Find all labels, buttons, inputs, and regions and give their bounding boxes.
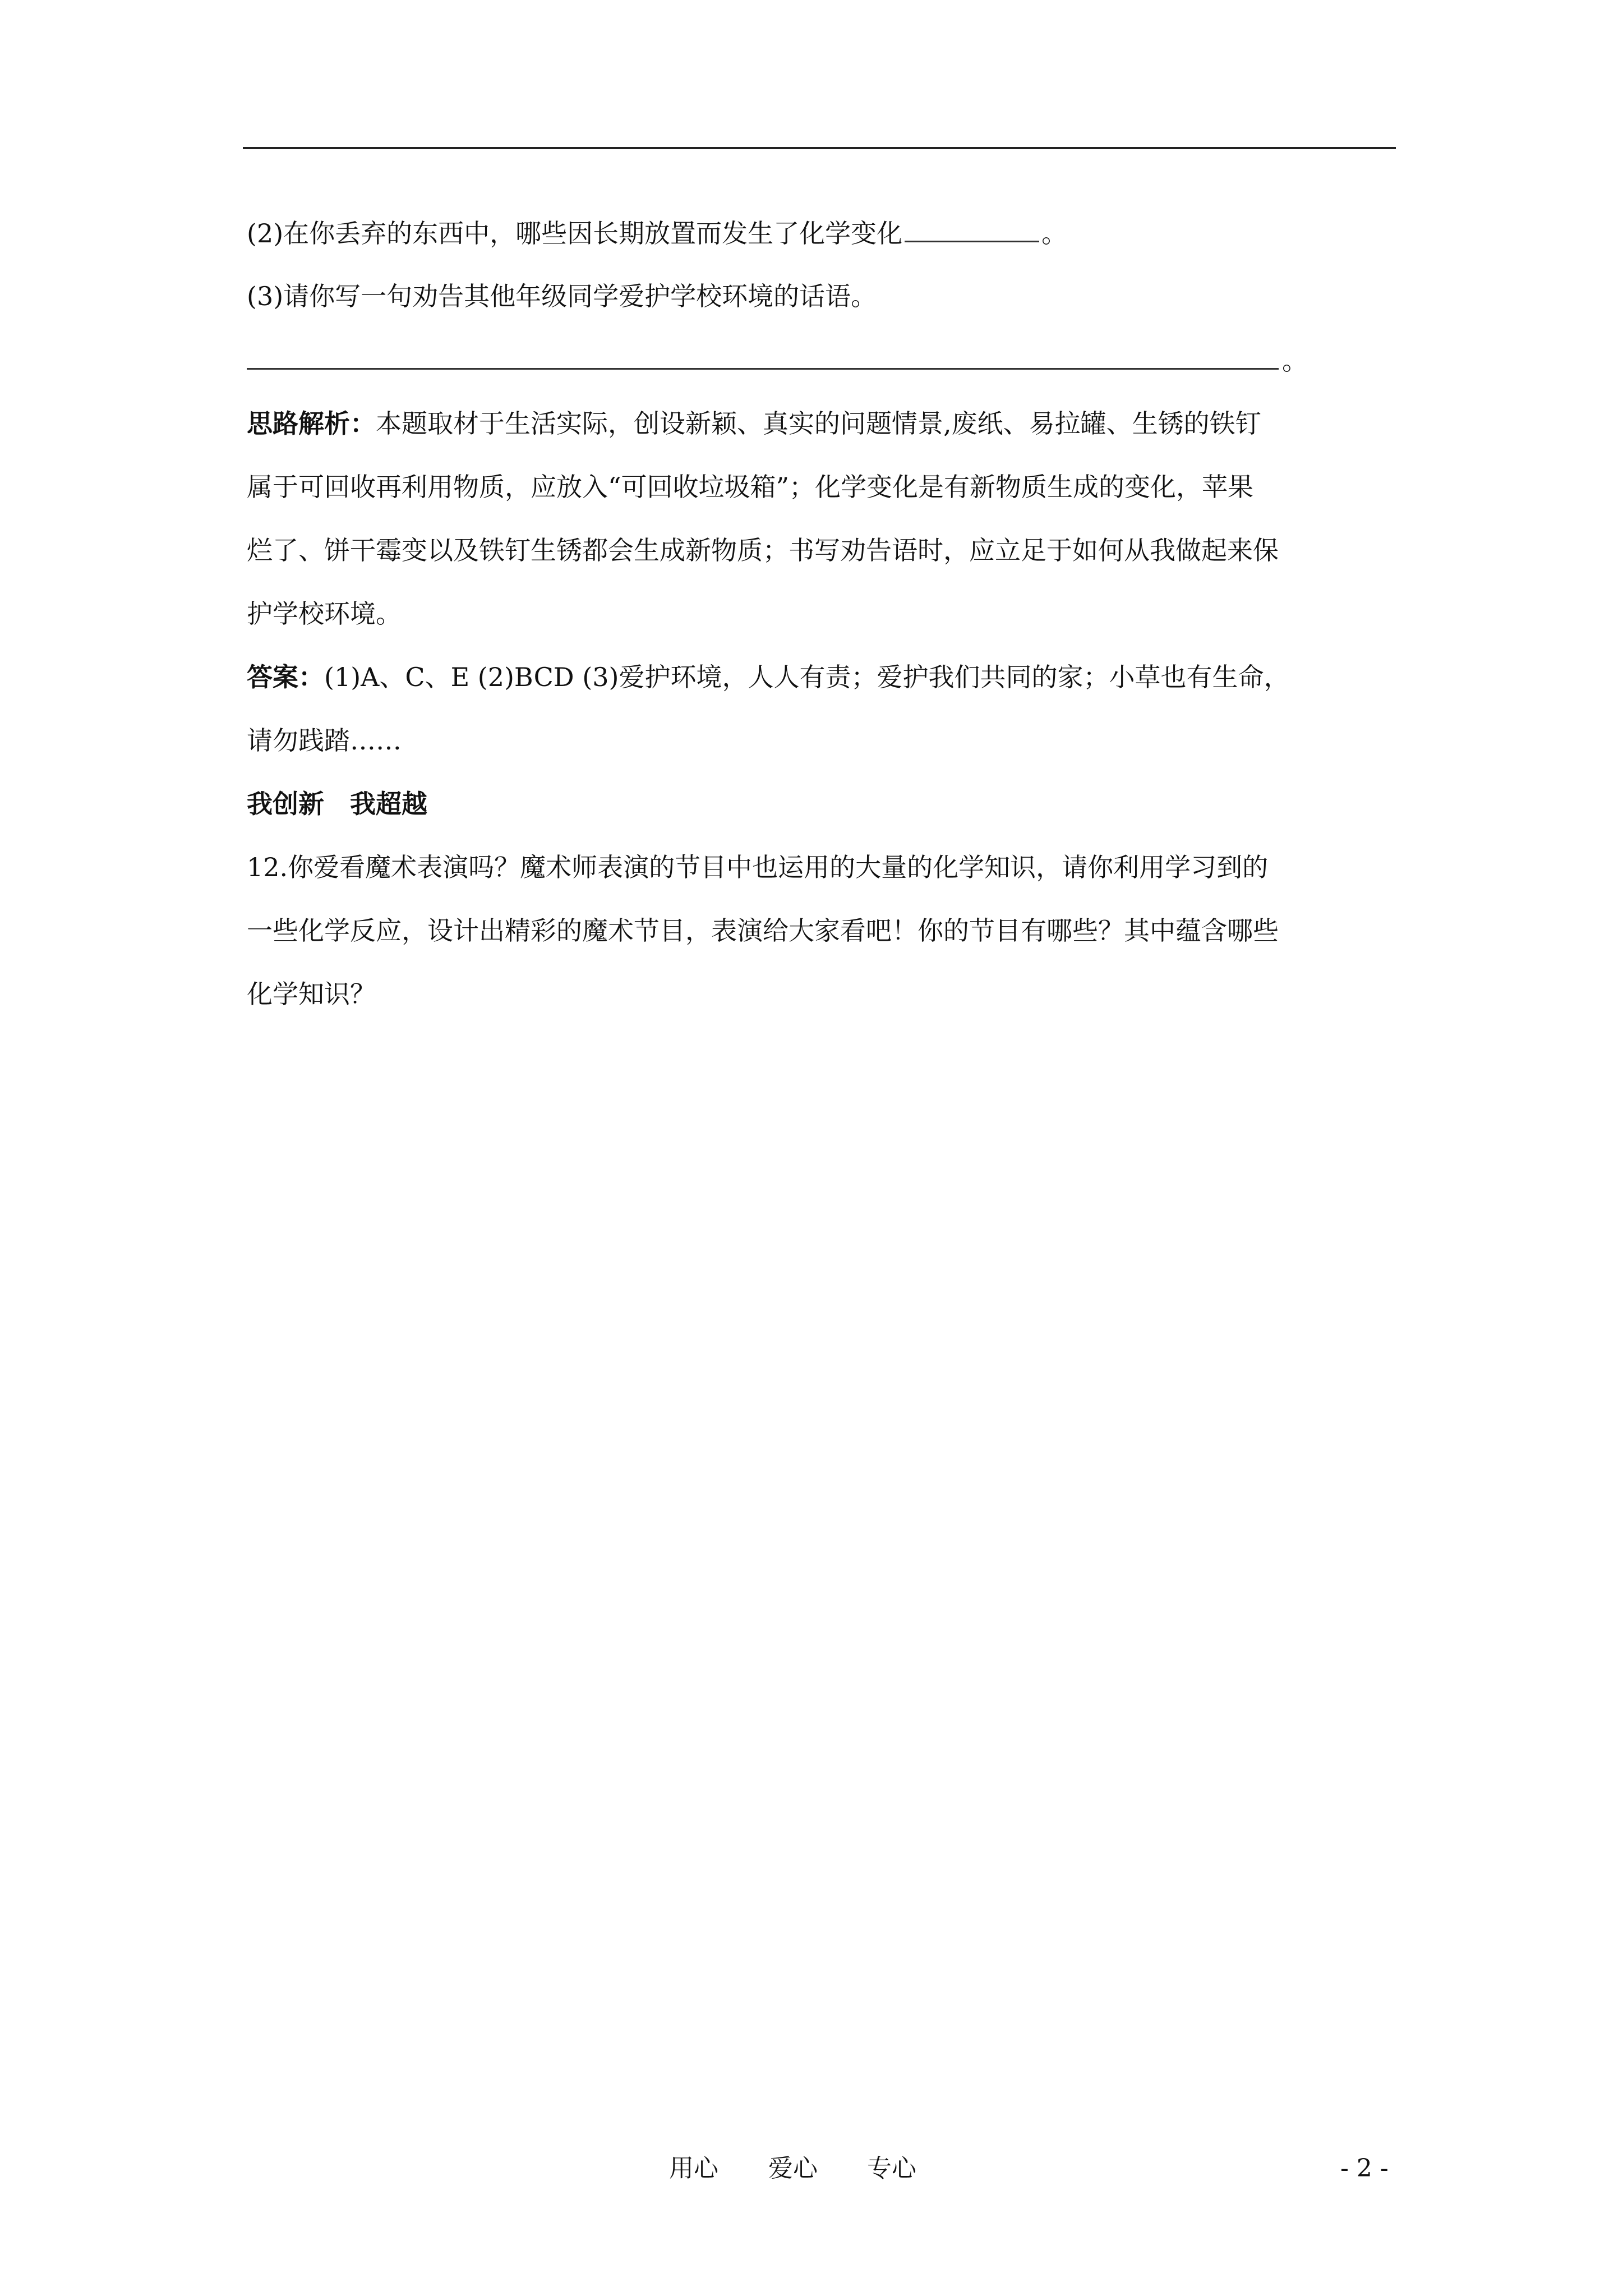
answer-blank-2[interactable] xyxy=(905,216,1039,242)
question-2 xyxy=(247,216,1067,250)
analysis-label: 思路解析： xyxy=(247,408,376,439)
footer-word-2: 爱心 xyxy=(768,2154,818,2183)
answer-blank-3[interactable] xyxy=(247,343,1279,370)
question-2-text: (2)在你丢弃的东西中，哪些因长期放置而发生了化学变化 xyxy=(247,218,903,249)
answer-line-2: 请勿践踏…… xyxy=(247,725,402,756)
section-heading: 我创新 我超越 xyxy=(247,789,427,819)
question-3 xyxy=(247,279,877,313)
analysis-text-1: 本题取材于生活实际，创设新颖、真实的问题情景,废纸、易拉罐、生锈的铁钉 xyxy=(376,408,1261,439)
page-number: - 2 - xyxy=(1340,2154,1389,2183)
footer-word-1: 用心 xyxy=(669,2154,718,2183)
answer-text-1: (1)A、C、E (2)BCD (3)爱护环境，人人有责；爱护我们共同的家；小草也有生命， xyxy=(324,662,1290,692)
question-3-end: 。 xyxy=(1282,346,1308,376)
question-12-line-3: 化学知识？ xyxy=(247,979,376,1009)
answer-line-3 xyxy=(247,343,1308,378)
question-3-text: (3)请你写一句劝告其他年级同学爱护学校环境的话语。 xyxy=(247,281,877,311)
question-12-line-1: 12.你爱看魔术表演吗？魔术师表演的节目中也运用的大量的化学知识，请你利用学习到的 xyxy=(247,852,1269,882)
answer-label: 答案： xyxy=(247,662,324,692)
question-12-line-2: 一些化学反应，设计出精彩的魔术节目，表演给大家看吧！你的节目有哪些？其中蕴含哪些 xyxy=(247,915,1279,946)
analysis-line-4: 护学校环境。 xyxy=(247,599,402,629)
footer-word-3: 专心 xyxy=(867,2154,916,2183)
header-rule xyxy=(243,147,1396,149)
analysis-line-1 xyxy=(247,407,1261,440)
analysis-line-2: 属于可回收再利用物质，应放入“可回收垃圾箱”；化学变化是有新物质生成的变化，苹果 xyxy=(247,472,1254,502)
question-2-end: 。 xyxy=(1041,218,1068,249)
answer-line-1 xyxy=(247,660,1289,694)
analysis-line-3: 烂了、饼干霉变以及铁钉生锈都会生成新物质；书写劝告语时，应立足于如何从我做起来保 xyxy=(247,535,1279,565)
